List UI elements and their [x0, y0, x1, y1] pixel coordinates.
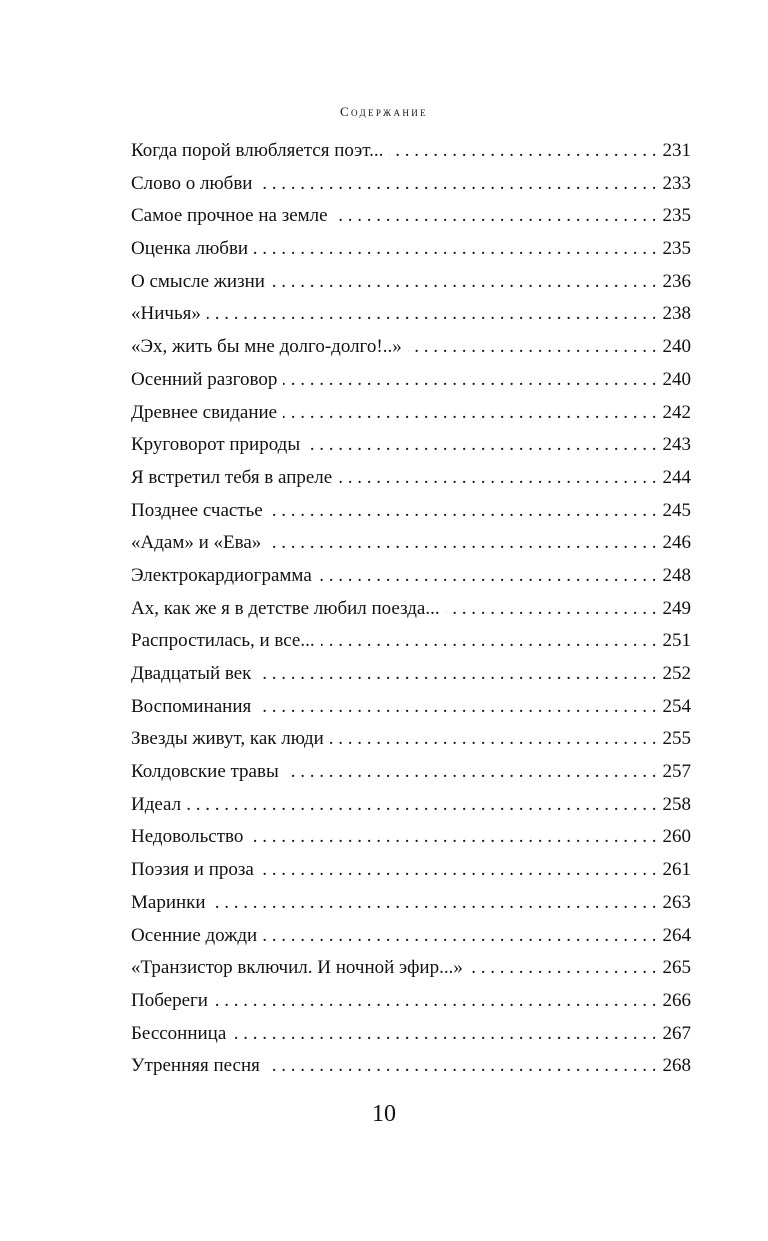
- toc-entry-page: 231: [662, 140, 691, 161]
- toc-entry-page: 254: [662, 695, 691, 717]
- toc-entry: [131, 1018, 691, 1051]
- toc-entry: [131, 233, 691, 266]
- toc-entry: [131, 298, 691, 331]
- toc-entry: [131, 691, 691, 724]
- toc-entry: [131, 462, 691, 495]
- toc-entry: [131, 168, 691, 201]
- toc-leader-dots: [469, 952, 657, 985]
- toc-entry: [131, 560, 691, 593]
- toc-entry: [131, 658, 691, 691]
- toc-leader-dots: [257, 658, 656, 691]
- toc-entry-page: 240: [662, 336, 691, 358]
- toc-entry-title: Ах, как же я в детстве любил поезда...: [131, 597, 440, 619]
- toc-leader-dots: [283, 364, 656, 397]
- toc-leader-dots: [232, 1018, 656, 1051]
- toc-entry: [131, 135, 691, 168]
- toc-entry: [131, 593, 691, 626]
- toc-entry-page: 245: [662, 499, 691, 521]
- toc-entry-title: Побереги: [131, 989, 208, 1011]
- toc-entry-page: 255: [662, 728, 691, 750]
- toc-entry-title: Древнее свидание: [131, 401, 278, 423]
- toc-entry-title: Звезды живут, как люди: [131, 728, 324, 750]
- toc-entry-title: Распростилась, и все...: [131, 630, 315, 652]
- toc-leader-dots: [267, 527, 656, 560]
- toc-entry-title: Маринки: [131, 891, 206, 913]
- toc-leader-dots: [334, 200, 657, 233]
- toc-entry: [131, 397, 691, 430]
- toc-leader-dots: [249, 821, 656, 854]
- toc-entry-title: О смысле жизни: [131, 270, 265, 292]
- toc-entry-title: Круговорот природы: [131, 434, 301, 456]
- toc-entry-page: 235: [662, 205, 691, 227]
- toc-entry-title: «Ничья»: [131, 303, 201, 325]
- toc-entry-page: 243: [662, 434, 691, 456]
- toc-entry-title: Утренняя песня: [131, 1055, 260, 1077]
- toc-entry: [131, 723, 691, 756]
- toc-entry: [131, 789, 691, 822]
- toc-entry-page: 249: [662, 597, 691, 619]
- toc-entry-title: Оценка любви: [131, 238, 249, 260]
- toc-entry-page: 261: [662, 859, 691, 881]
- toc-entry-title: Позднее счастье: [131, 499, 263, 521]
- toc-entry-title: Двадцатый век: [131, 663, 252, 684]
- toc-leader-dots: [446, 593, 657, 626]
- toc-entry: [131, 200, 691, 233]
- toc-entry-title: Самое прочное на земле: [131, 205, 328, 227]
- toc-leader-dots: [254, 233, 656, 266]
- toc-entry-title: «Эх, жить бы мне долго-долго!..»: [131, 336, 402, 358]
- toc-entry: [131, 887, 691, 920]
- toc-leader-dots: [330, 723, 657, 756]
- toc-entry: [131, 429, 691, 462]
- toc-entry: [131, 821, 691, 854]
- table-of-contents: [131, 135, 691, 1083]
- toc-entry: [131, 266, 691, 299]
- toc-entry-title: Электрокардиограмма: [131, 564, 312, 586]
- toc-entry-page: 260: [662, 826, 691, 848]
- toc-leader-dots: [269, 495, 657, 528]
- toc-entry-page: 258: [662, 793, 691, 815]
- toc-entry-title: Я встретил тебя в апреле: [131, 466, 333, 488]
- toc-entry: [131, 952, 691, 985]
- toc-entry-title: Колдовские травы: [131, 761, 279, 783]
- toc-entry-page: 242: [662, 401, 691, 423]
- toc-leader-dots: [321, 625, 657, 658]
- toc-leader-dots: [257, 691, 656, 724]
- toc-entry: [131, 756, 691, 789]
- toc-entry: [131, 495, 691, 528]
- toc-entry-title: Осенний разговор: [131, 368, 278, 390]
- toc-entry-title: Бессонница: [131, 1022, 227, 1044]
- running-head-title: Содержание: [339, 104, 429, 119]
- page-number: 10: [372, 1101, 396, 1127]
- toc-leader-dots: [283, 397, 656, 430]
- toc-entry-page: 265: [662, 957, 691, 979]
- toc-entry-page: 244: [662, 466, 691, 488]
- toc-entry-page: 238: [662, 303, 691, 325]
- toc-leader-dots: [258, 168, 656, 201]
- toc-entry: [131, 527, 691, 560]
- toc-leader-dots: [306, 429, 656, 462]
- toc-leader-dots: [187, 789, 656, 822]
- toc-entry-page: 264: [662, 924, 691, 946]
- toc-entry-page: 268: [662, 1055, 691, 1077]
- toc-leader-dots: [285, 756, 657, 789]
- toc-entry-page: 240: [662, 368, 691, 390]
- toc-leader-dots: [212, 887, 657, 920]
- toc-entry-page: 252: [662, 663, 691, 684]
- toc-leader-dots: [318, 560, 657, 593]
- toc-entry-page: 246: [662, 532, 691, 554]
- toc-entry-title: Недовольство: [131, 826, 244, 848]
- toc-leader-dots: [263, 920, 656, 953]
- toc-leader-dots: [271, 266, 657, 299]
- toc-entry-page: 248: [662, 564, 691, 586]
- toc-entry-title: «Адам» и «Ева»: [131, 532, 262, 554]
- toc-entry: [131, 854, 691, 887]
- toc-entry-page: 267: [662, 1022, 691, 1044]
- toc-leader-dots: [260, 854, 657, 887]
- toc-entry-page: 235: [662, 238, 691, 260]
- toc-entry-page: 266: [662, 989, 691, 1011]
- toc-entry: [131, 985, 691, 1018]
- toc-entry: [131, 331, 691, 364]
- toc-leader-dots: [408, 331, 657, 364]
- toc-entry: [131, 1050, 691, 1083]
- toc-entry-title: Осенние дожди: [131, 924, 258, 946]
- toc-leader-dots: [207, 298, 657, 331]
- toc-entry-page: 257: [662, 761, 691, 783]
- toc-leader-dots: [214, 985, 657, 1018]
- toc-leader-dots: [266, 1050, 657, 1083]
- toc-entry-page: 263: [662, 891, 691, 913]
- toc-entry: [131, 920, 691, 953]
- toc-entry: [131, 364, 691, 397]
- toc-entry-title: Слово о любви: [131, 172, 253, 194]
- toc-entry: [131, 625, 691, 658]
- toc-entry-page: 251: [662, 630, 691, 652]
- toc-entry-title: Когда порой влюбляется поэт...: [131, 140, 384, 161]
- toc-leader-dots: [389, 135, 656, 168]
- toc-entry-title: Поэзия и проза: [131, 859, 254, 881]
- toc-leader-dots: [338, 462, 656, 495]
- toc-entry-title: «Транзистор включил. И ночной эфир...»: [131, 957, 463, 979]
- toc-entry-page: 236: [662, 270, 691, 292]
- toc-entry-title: Воспоминания: [131, 695, 252, 717]
- toc-entry-title: Идеал: [131, 793, 182, 815]
- toc-entry-page: 233: [662, 172, 691, 194]
